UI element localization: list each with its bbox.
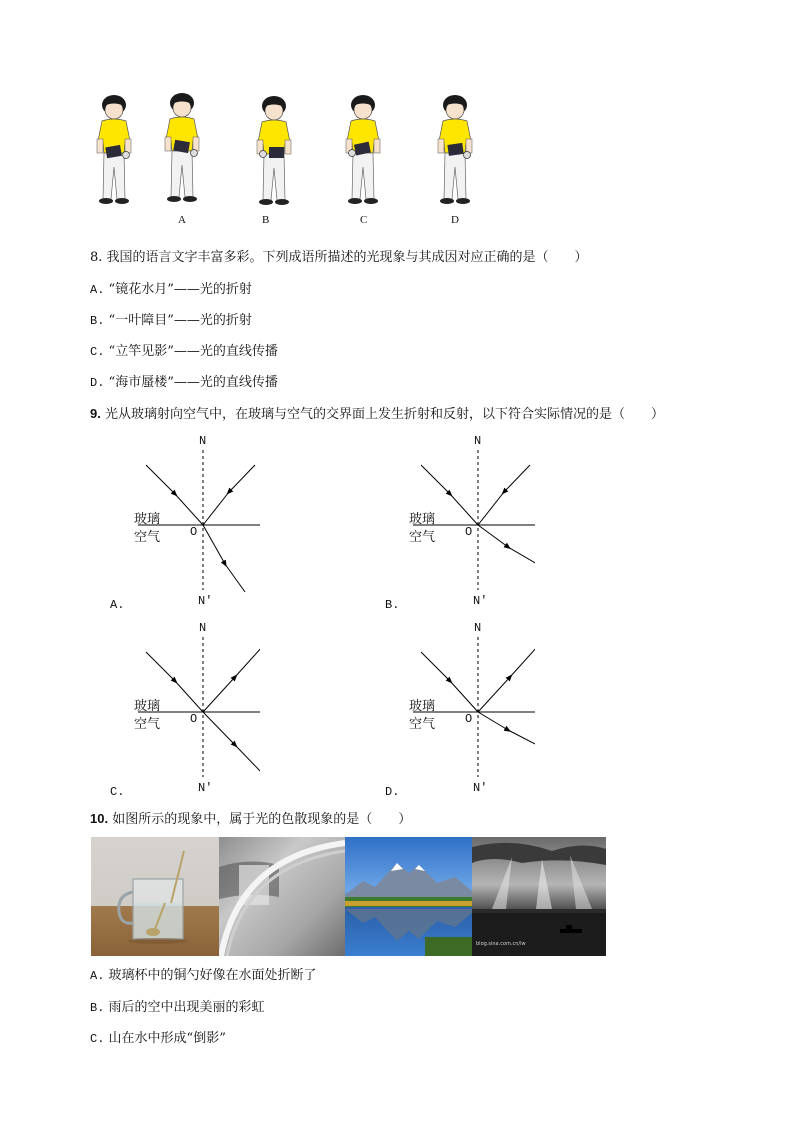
q9-option-d-label: D. [385, 785, 400, 799]
q9-d-normal-top: N [474, 621, 482, 635]
boys-illustration [90, 86, 490, 226]
q9-a-normal-top: N [199, 434, 207, 448]
q8-option-c-text: “立竿见影”——光的直线传播 [108, 344, 278, 359]
q9-option-a-label: A. [110, 598, 125, 612]
q8-option-b-letter: B. [90, 314, 105, 328]
q9-d-origin: O [465, 712, 473, 726]
q9-a-normal-bottom: N' [198, 594, 213, 608]
q9-b-normal-bottom: N' [473, 594, 488, 608]
boy-label-a: A [178, 214, 186, 226]
q9-diagram-d-svg [365, 617, 535, 807]
q9-diagram-d[interactable] [365, 617, 535, 807]
q8-option-b-text: “一叶障目”——光的折射 [108, 313, 252, 328]
boy-label-d: D [451, 214, 459, 226]
question-8-stem [90, 249, 588, 267]
q10-option-b[interactable] [90, 999, 265, 1017]
photo-sun-rays-caption: blog.sina.com.cn/lw [476, 941, 526, 947]
rainbow-illustration [219, 837, 345, 956]
q9-diagram-b-svg [365, 430, 535, 620]
q8-option-d[interactable] [90, 374, 278, 392]
q9-a-medium-top: 玻璃 [134, 512, 161, 527]
q8-option-b[interactable] [90, 312, 252, 330]
q9-b-medium-top: 玻璃 [409, 512, 436, 527]
question-10-text: 如图所示的现象中，属于光的色散现象的是（ ） [112, 812, 412, 827]
question-9-text: 光从玻璃射向空气中，在玻璃与空气的交界面上发生折射和反射，以下符合实际情况的是（ ） [104, 407, 664, 422]
question-10-stem [90, 810, 411, 829]
q10-option-c-text: 山在水中形成“倒影” [108, 1031, 226, 1046]
glass-spoon-illustration [91, 837, 219, 956]
q10-option-c[interactable] [90, 1030, 226, 1048]
photo-mountain-reflection [345, 837, 472, 956]
q9-a-origin: O [190, 525, 198, 539]
q8-option-d-letter: D. [90, 376, 105, 390]
q9-d-medium-top: 玻璃 [409, 699, 436, 714]
boy-label-c: C [360, 214, 368, 226]
question-9-number: 9. [90, 406, 101, 421]
q9-a-medium-bottom: 空气 [134, 530, 161, 545]
q9-option-b-label: B. [385, 598, 400, 612]
sun-rays-illustration [472, 837, 606, 956]
boy-label-b: B [262, 214, 270, 226]
q8-option-c[interactable] [90, 343, 278, 361]
q10-option-a-letter: A. [90, 969, 105, 983]
q9-diagram-a-svg [90, 430, 260, 620]
photo-rainbow [219, 837, 345, 956]
question-10-number: 10. [90, 811, 109, 826]
q8-option-a-letter: A. [90, 283, 105, 297]
q9-d-normal-bottom: N' [473, 781, 488, 795]
q10-option-b-letter: B. [90, 1001, 105, 1015]
q8-option-c-letter: C. [90, 345, 105, 359]
q10-option-b-text: 雨后的空中出现美丽的彩虹 [108, 1000, 265, 1015]
q9-diagram-c[interactable] [90, 617, 260, 807]
q10-option-a[interactable] [90, 967, 317, 985]
q9-diagram-c-svg [90, 617, 260, 807]
question-9-stem [90, 405, 664, 424]
q9-c-origin: O [190, 712, 198, 726]
q10-option-a-text: 玻璃杯中的铜勺好像在水面处折断了 [108, 968, 317, 983]
q8-option-d-text: “海市蜃楼”——光的直线传播 [108, 375, 278, 390]
mountain-illustration [345, 837, 472, 956]
q9-diagram-a[interactable] [90, 430, 260, 620]
q9-diagram-b[interactable] [365, 430, 535, 620]
q9-c-normal-bottom: N' [198, 781, 213, 795]
q9-b-normal-top: N [474, 434, 482, 448]
photo-sun-rays [472, 837, 606, 956]
q9-b-medium-bottom: 空气 [409, 530, 436, 545]
q9-b-origin: O [465, 525, 473, 539]
q8-option-a-text: “镜花水月”——光的折射 [108, 282, 252, 297]
question-8-number: 8. [90, 250, 103, 265]
q9-c-medium-top: 玻璃 [134, 699, 161, 714]
q10-option-c-letter: C. [90, 1032, 105, 1046]
q8-option-a[interactable] [90, 281, 252, 299]
question-8-text: 我国的语言文字丰富多彩。下列成语所描述的光现象与其成因对应正确的是（ ） [106, 250, 588, 265]
q9-d-medium-bottom: 空气 [409, 717, 436, 732]
q9-c-normal-top: N [199, 621, 207, 635]
q9-c-medium-bottom: 空气 [134, 717, 161, 732]
boys-figure [90, 86, 490, 226]
q9-option-c-label: C. [110, 785, 125, 799]
photo-glass-spoon [91, 837, 219, 956]
